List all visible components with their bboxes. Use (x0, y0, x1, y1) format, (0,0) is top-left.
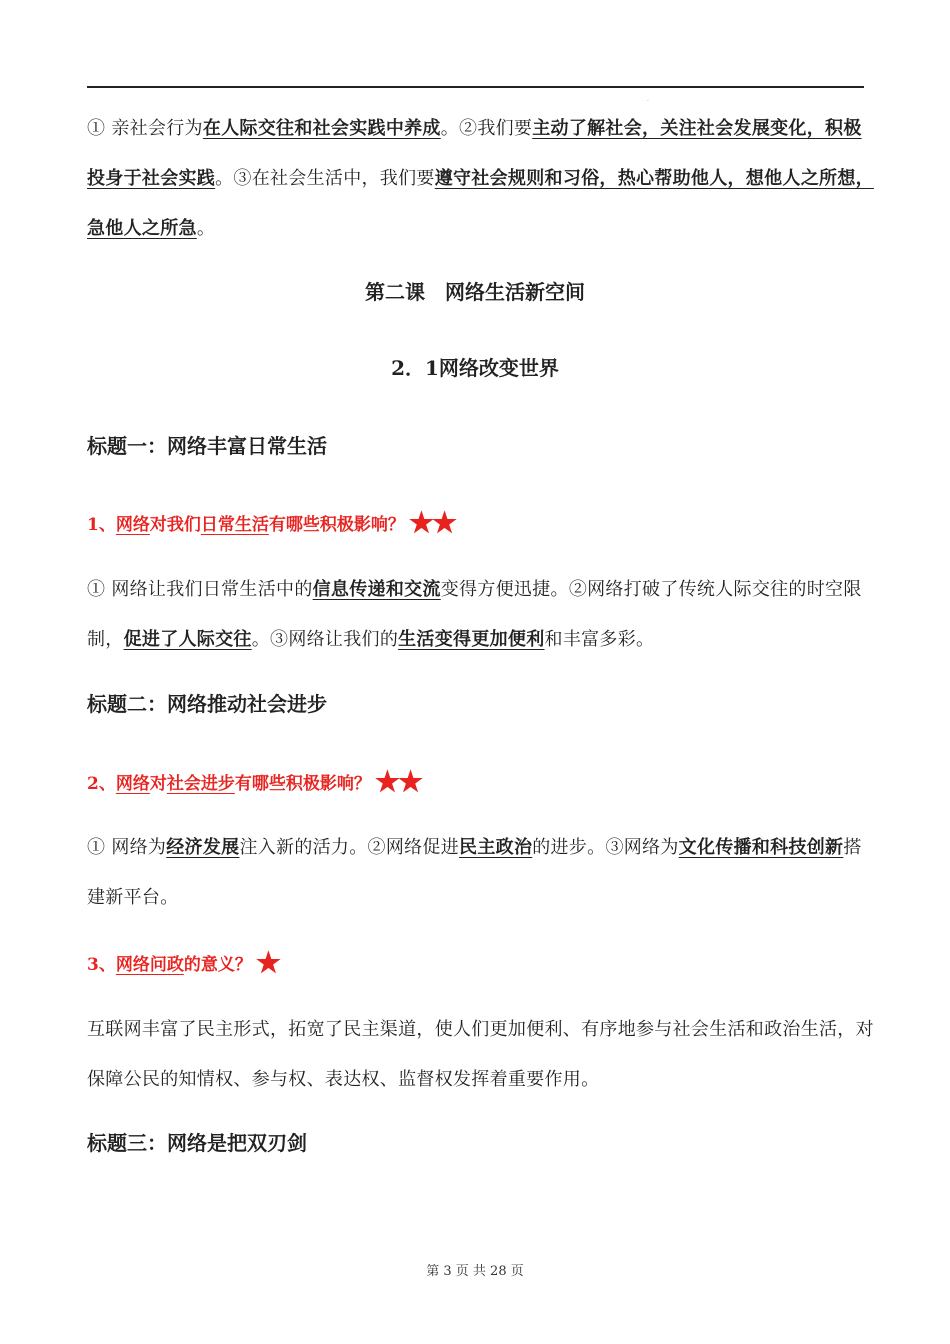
section-title: 2．1网络改变世界 (391, 356, 559, 380)
intro-paragraph (87, 104, 877, 254)
text: ① 网络为 (87, 837, 167, 858)
question-number: 1、 (87, 515, 116, 535)
heading-one: 标题一：网络丰富日常生活 (87, 434, 327, 458)
answer-three-paragraph: 互联网丰富了民主形式，拓宽了民主渠道，使人们更加便利、有序地参与社会生活和政治生活，对保障公民的知情权、参与权、表达权、监督权发挥着重要作用。 (87, 1019, 874, 1090)
underlined-key-point: 遵守社会规则和习俗，热心帮助他人，想他人之所想，急他人之所急 (87, 168, 874, 239)
underlined-key-point: 文化传播和科技创新 (678, 837, 844, 858)
text: 变得方便迅捷。②网络打破了传统人际交往的时空限制， (87, 579, 862, 650)
text: 。③在社会生活中，我们要 (215, 168, 435, 189)
star-icon: ★★ (374, 765, 422, 798)
text: 。③网络让我们的 (251, 629, 399, 650)
question-two (87, 765, 421, 798)
question-number: 2、 (87, 774, 116, 794)
question-keyword: 网络 (115, 515, 150, 535)
question-text: 有哪些积极影响？ (268, 515, 405, 535)
star-icon: ★★ (408, 506, 456, 539)
question-text: 有哪些积极影响？ (234, 774, 371, 794)
text: 。②我们要 (440, 118, 533, 139)
question-text: 的意义？ (183, 955, 252, 975)
lesson-title: 第二课 网络生活新空间 (365, 280, 585, 304)
question-three (87, 946, 279, 979)
question-number: 3、 (87, 955, 116, 975)
text: 。 (196, 218, 216, 239)
header-rule (87, 86, 864, 88)
answer-two-paragraph (87, 823, 877, 923)
question-text: 对 (149, 774, 167, 794)
question-keyword: 网络问政 (115, 955, 184, 975)
text: ① 亲社会行为 (87, 118, 203, 139)
answer-one-paragraph (87, 565, 877, 665)
underlined-key-point: 民主政治 (459, 837, 533, 858)
text: 和丰富多彩。 (544, 629, 655, 650)
underlined-key-point: 经济发展 (166, 837, 240, 858)
question-keyword: 网络 (115, 774, 150, 794)
underlined-key-point: 生活变得更加便利 (398, 629, 545, 650)
question-keyword: 日常生活 (200, 515, 269, 535)
heading-two: 标题二：网络推动社会进步 (87, 692, 327, 716)
header-dot: . (647, 96, 649, 103)
underlined-key-point: 信息传递和交流 (312, 579, 441, 600)
star-icon: ★ (255, 946, 279, 979)
text: 注入新的活力。②网络促进 (239, 837, 460, 858)
text: ① 网络让我们日常生活中的 (87, 579, 313, 600)
underlined-key-point: 主动了解社会，关注社会发展变化，积极投身于社会实践 (87, 118, 862, 189)
question-one (87, 506, 455, 539)
page-footer: 第 3 页 共 28 页 (426, 1264, 524, 1279)
underlined-key-point: 促进了人际交往 (123, 629, 252, 650)
text: 的进步。③网络为 (532, 837, 679, 858)
underlined-key-point: 在人际交往和社会实践中养成 (202, 118, 441, 139)
heading-three: 标题三：网络是把双刃剑 (87, 1131, 307, 1155)
question-text: 对我们 (149, 515, 201, 535)
text: 搭建新平台。 (87, 837, 862, 908)
question-keyword: 社会进步 (166, 774, 235, 794)
